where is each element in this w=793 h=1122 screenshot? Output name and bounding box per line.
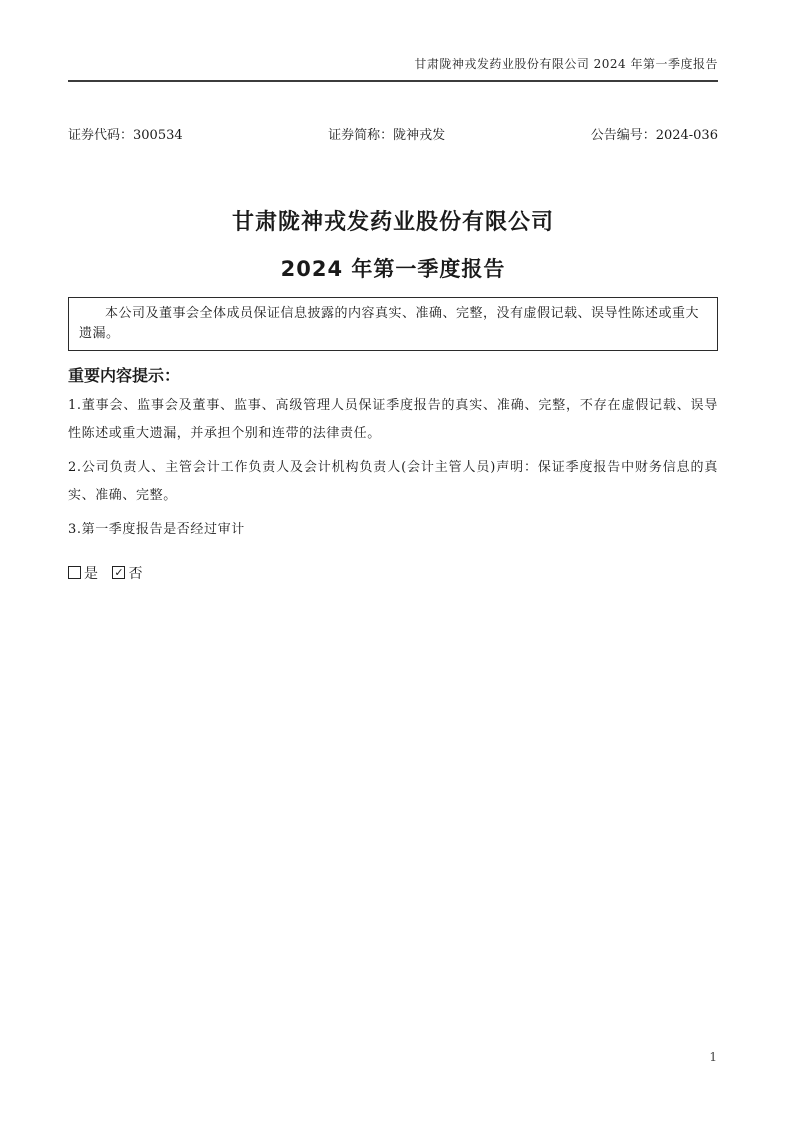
note-paragraph-2: 2.公司负责人、主管会计工作负责人及会计机构负责人(会计主管人员)声明：保证季度报告中财务信息的真实、准确、完整。 xyxy=(68,460,718,503)
report-title: 2024 年第一季度报告 xyxy=(280,257,506,281)
note-paragraph-1: 1.董事会、监事会及董事、监事、高级管理人员保证季度报告的真实、准确、完整，不存在虚假记载、误导性陈述或重大遗漏，并承担个别和连带的法律责任。 xyxy=(68,398,718,441)
announcement-number: 公告编号：2024-036 xyxy=(590,128,718,143)
header-rule xyxy=(68,80,718,82)
board-statement-box: 本公司及董事会全体成员保证信息披露的内容真实、准确、完整，没有虚假记载、误导性陈述或重大遗漏。 xyxy=(68,297,718,351)
audit-option-yes-label: 是 xyxy=(84,566,98,582)
page-number: 1 xyxy=(709,1050,717,1064)
audit-option-no-label: 否 xyxy=(128,566,143,582)
stock-code: 证券代码：300534 xyxy=(68,128,183,143)
audit-option-yes[interactable] xyxy=(68,566,102,582)
company-title: 甘肃陇神戎发药业股份有限公司 xyxy=(231,210,554,235)
important-notice-heading: 重要内容提示： xyxy=(68,366,181,385)
checkbox-no-checked-icon[interactable]: ✓ xyxy=(114,566,124,579)
checkbox-yes-icon[interactable] xyxy=(68,566,81,579)
stock-abbreviation: 证券简称：陇神戎发 xyxy=(328,128,446,143)
audit-option-no[interactable] xyxy=(112,566,142,582)
securities-meta-row xyxy=(68,124,718,143)
running-header: 甘肃陇神戎发药业股份有限公司 2024 年第一季度报告 xyxy=(414,57,718,71)
audit-options-row xyxy=(68,560,718,588)
note-paragraph-3: 3.第一季度报告是否经过审计 xyxy=(68,522,245,537)
